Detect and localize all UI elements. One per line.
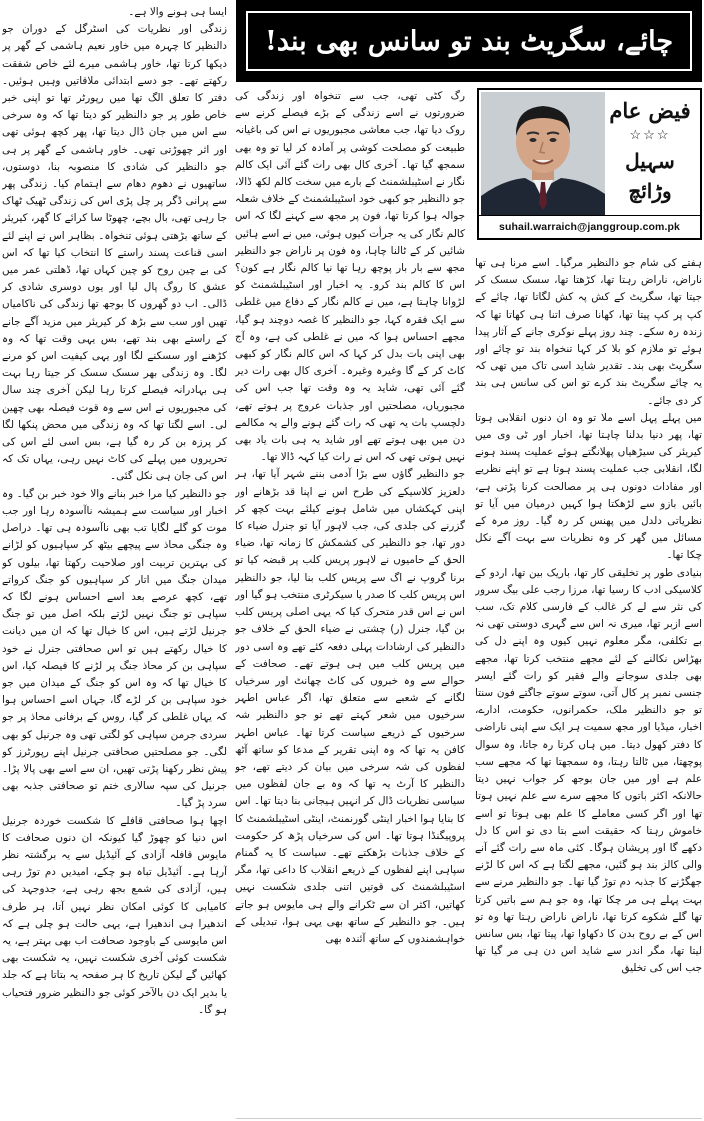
paragraph: اچھا ہوا صحافتی قافلے کا شکست خوردہ جرنیل اس دنیا کو چھوڑ گیا کیونکہ ان دنوں صحافت کا مایوس قافلہ آزادی کے آئیڈیل سے یہ برگشتہ نظر آرہا ہے۔ آئیڈیل تباہ ہو چکے، امیدیں دم توڑ رہی ہیں، آزادی کی شمع بجھ رہی ہے، جدوجہد کی کامیابی کا کوئی امکان نظر نہیں آتا، ہر طرف اندھیرا ہی اندھیرا ہے، یہی حالت ہو چلی ہے کہ اس مایوسی کے باوجود صحافت اب بھی بہتر ہے، یہ شکست کوئی آخری شکست نہیں، یہ شکست بھی کھائیں گے لیکن تاریخ کا ہر صفحہ یہ بتاتا ہے کہ جلد یا بدیر ایک دن بالآخر کوئی جو دالنظیر ضرور فتحیاب ہو گا۔ (2, 814, 227, 1016)
byline-box (477, 88, 702, 240)
paragraph: بنیادی طور پر تخلیقی کار تھا، باریک بین تھا، اردو کے کلاسیکی ادب کا رسیا تھا، مرزا رجب علی بیگ سرور کی نثر سے لے کر غالب کے فارسی کلام تک، سب اسے ازبر تھا، میری نہ اس سے گہری دوستی تھی نہ بے تکلفی، مگر معلوم نہیں کیوں وہ اپنے دل کی بھڑاس نکالنے کے لئے مجھے منتخب کرتا تھا، مجھے بھی جلدی سوجانے والے فقیر کو رات گئے ایسر جنسی نمبر پر کال آتی، سوتے سوتے جاگتے فون سنتا تو جو دالنظیر ملک، حکمرانوں، حکومت، ادارے، اخبار، میڈیا اور مجھ سمیت ہر ایک سے اپنی ناراضی کا دفتر کھول دیتا۔ میں ہاں کرتا رہ جاتا، وہ سوال پوچھتا، میں ٹالتا رہتا، وہ سمجھتا تھا کہ مجھے سب علم ہے اور میں جان بوجھ کر جواب نہیں دیتا حالانکہ اکثر باتوں کا مجھے سرے سے علم نہیں ہوتا تھا اور اگر کسی معاملے کا علم بھی ہوتا تو اسے خاموش رہتا کہ حقیقت اسے بتا دی تو اس کا دل دکھے گا اور پریشان ہوگا۔ کئی ماہ سے رات گئے آنے والی کالز بند ہو گئیں، مجھے لگتا ہے کہ اس کا لڑنے جھگڑنے کا جذبہ دم توڑ گیا تھا۔ جو دالنظیر مرنے سے بہت پہلے ہی مر چکا تھا، وہ جو ہم سے باتیں کرتا تھا گلے شکوے کرتا تھا، ناراض ناراض رہتا تھا وہ تو اس کے بے روح بدن کا دکھاوا تھا، پیتا تھا، بس سانس لیتا تھا، مگر اندر سے شاید اس دن ہی مر گیا تھا جب اس کی تخلیق (475, 566, 702, 975)
byline-brand-block (606, 96, 694, 206)
paragraph: جو دالنظیر گاؤں سے بڑا آدمی بننے شہر آیا تھا، ہر دلعزیز کلاسیکے کی طرح اس نے اپنا قد بڑھانے اور اپنی کہکشاں میں شامل ہونے کیلئے بہت کچھ کر گزرنے کی جلدی کی، جب لاہور آیا تو جنرل ضیاء کا دور تھا، جو دالنظیر کی کشمکش کا زمانہ تھا، ضیاء الحق کے حامیوں نے لاہور پریس کلب پر قبضہ کیا تو برنا گروپ نے اگ سے پریس کلب بنا لیا، جو دالنظیر اس پریس کلب کا صدر یا سیکرٹری منتخب ہو گیا اور اس نے اس قدر متحرک کیا کہ یہی اصلی پریس کلب بن گیا، جنرل (ر) چشتی نے ضیاء الحق کے خلاف جو دالنظیر کی ارشادات پہلی دفعہ کئے تھے وہ اسی دور میں پریس کلب میں ہی ہوتے تھے۔ صحافت کے حوالے سے وہ خبروں کی کاٹ چھانٹ اور سرخیاں لگانے کے شعبے سے متعلق تھا، اگر عباس اطہر سرخیوں میں شعر کہتے تھے تو جو دالنظیر شہ سرخیوں کے ذریعے سیاست کرتا تھا۔ عباس اطہر کافن یہ تھا کہ وہ اپنی تقریر کے مدعا کو ساتھ آٹھ لفظوں کی شہ سرخی میں بیان کر دیتے تھے، جو دالنظیر کا آرٹ یہ تھا کہ وہ بے جان لفظوں میں سیاسی نظریات ڈال کر انہیں ہیجانی بنا دیتا تھا۔ اس کا بنایا ہوا اخبار اینٹی گورنمنٹ، اینٹی اسٹیبلشمنٹ کا پروپیگنڈا ہوتا تھا۔ اس کی سرخیاں پڑھ کر حکومت کے خلاف جذبات بڑھکتے تھے۔ سیاست کا یہ گمنام سپاہی اپنے لفظوں کے ذریعے انقلاب کا داعی تھا، مگر اسٹیبلشمنٹ کی قوتیں اتنی جلدی شکست نہیں کھاتیں، اکثر ان سے ٹکرانے والے ہی مایوس ہو جاتے ہیں۔ جو دالنظیر کے ساتھ بھی یہی ہوا، تبدیلی کے خواہشمندوں کے ساتھ آئندہ بھی (235, 468, 465, 945)
article-column-right (475, 255, 702, 1118)
column-title: فیض عام (609, 98, 691, 123)
article-headline: چائے، سگریٹ بند تو سانس بھی بند! (264, 25, 674, 57)
headline-banner (236, 0, 702, 82)
article-column-left (2, 4, 227, 1118)
author-name: سہیل وڑائچ (625, 149, 675, 203)
author-portrait-image (481, 92, 605, 216)
author-email[interactable]: suhail.warraich@janggroup.com.pk (479, 215, 700, 238)
article-column-middle (235, 88, 465, 1118)
headline-frame (246, 11, 692, 71)
paragraph: جو دالنظیر کیا مرا خبر بنانے والا خود خبر بن گیا۔ وہ اخبار اور سیاست سے ہمیشہ ناآسودہ رہا اور جب موت کو گلے لگایا تب بھی ناآسودہ ہی تھا۔ دراصل وہ جنگی محاذ سے پیچھے بیٹھ کر سپاہیوں کو لڑانے کی بہترین تربیت اور صلاحیت رکھتا تھا، بیلوں کو میدان جنگ میں اتار کر سپاہیوں کو جنگ کرواتے تھے، کچھ عرصے بعد اسے احساس ہونے لگا کہ سپاہی تو جنگ نہیں لڑتے بلکہ اصل میں تو جنگ جرنیل لڑتے ہیں، اس کا خیال تھا کہ ان میں دیانت کا خیال رکھتے ہیں تو اس صحافتی جنرل نے خود سپاہی بن کر محاذ جنگ پر لڑنے کا فیصلہ کیا، اس کا خیال تھا کہ وہ اس کو جنگ کے میدان میں جو خود سپاہی بن کر لڑے گا، جہاں اسے احساس ہوا کہ یہاں غلطی کر گیا، روس کے برفانی محاذ پر جو سردی جرمن سپاہی کو لگتی تھی وہ جرنیل کو بھی لگی۔ جو مصلحتیں صحافتی جرنیل اپنے رپورٹرز کو پیش نظر رکھنا پڑتی تھیں، ان سے اسے بھی پالا پڑا۔ جرنیل کی سپہ سالاری ختم تو صحافتی جذبہ بھی سرد پڑ گیا۔ (2, 487, 227, 810)
paragraph: ایسا ہی ہونے والا ہے۔ (128, 6, 227, 18)
paragraph: ہفتے کی شام جو دالنظیر مرگیا۔ اسے مرنا ہی تھا ناراض، ناراض رہتا تھا، کڑھتا تھا، سسک سسک کر جیتا تھا، سگریٹ کے کش پہ کش لگاتا تھا، چائے کے کپ پر کپ پیتا تھا، کھانا صرف اتنا ہی کھاتا تھا کہ زندہ رہ سکے۔ چند روز پہلے نوکری جانے کے آثار پیدا ہوئے تو ملازم کو بلا کر کہا تنخواہ بند تو چائے اور سگریٹ بھی بند۔ تقدیر شاید اسی تاک میں تھی کہ یہ چائے سگریٹ بند کرے تو اس کی سانس ہی بند کر دی جائے۔ (475, 257, 702, 407)
paragraph: میں پہلے پہل اسے ملا تو وہ ان دنوں انقلابی ہوتا تھا، پھر دنیا بدلنا چاہتا تھا، اخبار اور ٹی وی میں کیریئر کی سیڑھیاں پھلانگتے ہوئے عملیت پسند ہونے لگا، انقلابی جب عملیت پسند ہوتا ہے تو اپنے نظریے اور مفادات دونوں ہی پر مصالحت کرنا پڑتی ہے، بائیں بازو سے لڑھکتا ہوا کہیں درمیان میں آیا تو نظریاتی دلدل میں پھنس کر رہ گیا۔ روز مرہ کے مسائل میں گھر کر وہ نظریات سے بہت آگے نکل چکا تھا۔ (475, 411, 702, 562)
stars-ornament: ☆☆☆ (629, 128, 671, 143)
paragraph: رگ کٹی تھی، جب سے تنخواہ اور زندگی کی ضرورتوں نے اسے زندگی کے بڑے فیصلے کرنے سے روک دیا تھا، جب معاشی مجبوریوں نے اس کی باغیانہ طبیعت کو مصلحت کوشی پر آمادہ کر لیا تو وہ بھی سمجھ گیا تھا۔ آخری کال بھی رات گئے آئی ایک کالم نگار نے اسٹیبلشمنٹ کے بارے میں سخت کالم لکھ ڈالا، جو دالنظیر جو کبھی خود اسٹیبلشمنٹ کے خلاف شعلہ جوالہ ہوا کرتا تھا، فون پر مجھ سے کہنے لگا کہ اس کالم نگار کی یہ جرأت کیوں ہوئی، میں نے اسے ہائیں شائیں کر کے ٹالنا چاہا، وہ فون پر ناراض جو دالنظیر مجھ سے بار بار پوچھ رہا تھا نیا کالم نگار ہے کون؟ اس کا کالم بند کرو۔ یہ اخبار اور اسٹیبلشمنٹ کو لڑوانا چاہتا ہے، میں نے کالم نگار کے دفاع میں غلطی سے ایک فقرہ کہا، جو دالنظیر کا غصہ دوچند ہو گیا، مجھے احساس ہوا کہ میں نے غلطی کی ہے، وہ آج بھی اپنی بات بدل کر کہا کہ اس کالم نگار کو کبھی کاٹ کر کے گا وغیرہ وغیرہ۔ آخری کال بھی رات دیر گئے آئی تھی، شاید یہ وہ وقت تھا جب اس کی مجبوریاں، مصلحتیں اور جذبات عروج پر ہوتے تھے، دلچسپ بات یہ تھی کہ رات گئے ہونے والے یہ مکالمے دن میں بھی ہوتے تھے اور شاید یہ ہی بات یاد بھی نہیں ہوتی تھی کہ اس نے رات کیا کہہ ڈالا تھا۔ (235, 90, 465, 464)
bottom-divider (236, 1118, 702, 1119)
author-photo (481, 92, 605, 216)
paragraph: زندگی اور نظریات کی اسٹرگل کے دوران جو دالنظیر کا چہرہ میں خاور نعیم ہاشمی کے گھر پر دیکھا کرتا تھا، خاور ہاشمی میرے لئے خاص شفقت رکھتے تھے۔ جو دسے ابتدائی ملاقاتیں وہیں ہوئیں۔ دفتر کا تعلق الگ تھا میں رپورٹر تھا تو اپنی خبر خاص طور پر جو دالنظیر کو دیتا تھا کہ وہ سرخی سے اس میں جان ڈال دیتا تھا، پھر کچھ ہوئی تھی اور اثر چھوڑتی تھی۔ خاور ہاشمی کے گھر پر ہی جو دالنظیر کی شادی کا منصوبہ بنا، دوستوں، ساتھیوں نے دھوم دھام سے اہتمام کیا۔ زندگی پھر سے پرانی ڈگر پر چل پڑی اس کی زندگی ٹھیک ٹھاک جا رہی تھی، بال بچے، چھوٹا سا کرائے کا گھر، کیریئر کے ساتھ بڑھتی ہوئی تنخواہ۔ بظاہر اس نے اپنے لئے اسی قناعت پسند راستے کا انتخاب کیا تھا کہ اس کی بے چین روح کو چین کہاں تھا، ڈھلتی عمر میں عشق کا روگ پال لیا اور یوں دوسری شادی کر ڈالی۔ اب دو گھروں کا بوجھ تھا زندگی کی ناکامیاں تھیں اور سب سے بڑھ کر کیریئر میں مزید آگے جانے کے راستے بھی بند تھے، بس یہی وقت تھا کہ وہ کڑھنے اور سسکنے لگا اور یہی کیفیت اس کو مرنے لگا۔ وہ زندگی بھر سسک سسک کر جیتا رہا بہت ہی بہادرانہ فیصلے کرتا رہا لیکن آخری چند سال کی مجبوریوں نے اس سے وہ قوت فیصلہ بھی چھین لی۔ اسے لگتا تھا کہ وہ زندگی میں محض پنکھا لگا کر پرزہ بن کر رہ گیا ہے، بس اسی لئے اس کی تحریروں میں پہلے کی کاٹ نہیں رہی، یہاں تک کہ اس کی جان ہی نکل گئی۔ (2, 23, 227, 483)
